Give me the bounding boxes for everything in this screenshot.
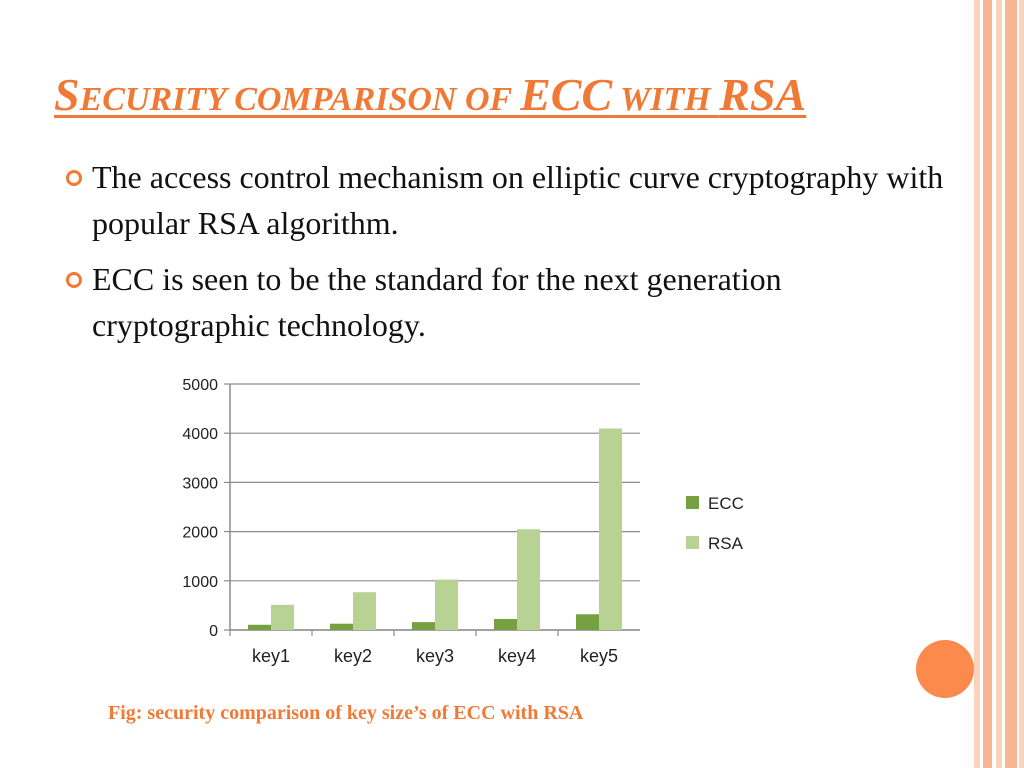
- x-tick-label: key2: [333, 646, 373, 666]
- bullet-icon: [66, 272, 82, 288]
- legend-swatch-rsa: [686, 536, 699, 549]
- stripe: [1019, 0, 1024, 768]
- decorative-circle: [916, 640, 974, 698]
- bullet-text: ECC is seen to be the standard for the next generation cryptographic technology.: [92, 261, 782, 343]
- title-part: S: [54, 69, 80, 120]
- bar-ecc-key2: [330, 624, 353, 630]
- legend-swatch-ecc: [686, 496, 699, 509]
- bar-ecc-key4: [494, 619, 517, 630]
- y-tick-label: 5000: [182, 377, 218, 394]
- stripe: [1005, 0, 1017, 768]
- x-tick-label: key3: [415, 646, 455, 666]
- bullet-item: [64, 256, 964, 348]
- bar-chart: [134, 368, 774, 680]
- x-tick-label: key5: [579, 646, 619, 666]
- bar-rsa-key5: [599, 428, 622, 630]
- y-tick-label: 2000: [182, 524, 218, 542]
- y-tick-label: 1000: [182, 573, 218, 591]
- title-part: ECC: [520, 69, 613, 120]
- x-tick-label: key4: [497, 646, 537, 666]
- bar-ecc-key5: [576, 614, 599, 630]
- y-tick-label: 3000: [182, 475, 218, 493]
- figure-caption: Fig: security comparison of key size’s of ECC with RSA: [108, 702, 584, 724]
- bar-rsa-key1: [271, 605, 294, 630]
- title-part: RSA: [719, 69, 807, 120]
- legend-label-rsa: RSA: [708, 534, 743, 553]
- stripe: [983, 0, 992, 768]
- bullet-text: The access control mechanism on elliptic curve cryptography with popular RSA algorithm.: [92, 159, 944, 241]
- bar-rsa-key2: [353, 592, 376, 630]
- bullet-list: [64, 154, 964, 358]
- bar-rsa-key4: [517, 529, 540, 630]
- bullet-icon: [66, 170, 82, 186]
- bar-ecc-key1: [248, 625, 271, 630]
- title-part: ECURITY COMPARISON OF: [79, 81, 521, 118]
- decorative-side-stripes: [974, 0, 1024, 768]
- y-tick-label: 0: [209, 623, 218, 640]
- bar-rsa-key3: [435, 580, 458, 630]
- title-part: WITH: [612, 81, 720, 118]
- legend-label-ecc: ECC: [708, 494, 744, 513]
- stripe: [996, 0, 1002, 768]
- bar-ecc-key3: [412, 622, 435, 630]
- y-tick-label: 4000: [182, 426, 218, 444]
- stripe: [974, 0, 980, 768]
- x-tick-label: key1: [251, 646, 291, 666]
- slide-title: [54, 69, 807, 120]
- bullet-item: [64, 154, 964, 246]
